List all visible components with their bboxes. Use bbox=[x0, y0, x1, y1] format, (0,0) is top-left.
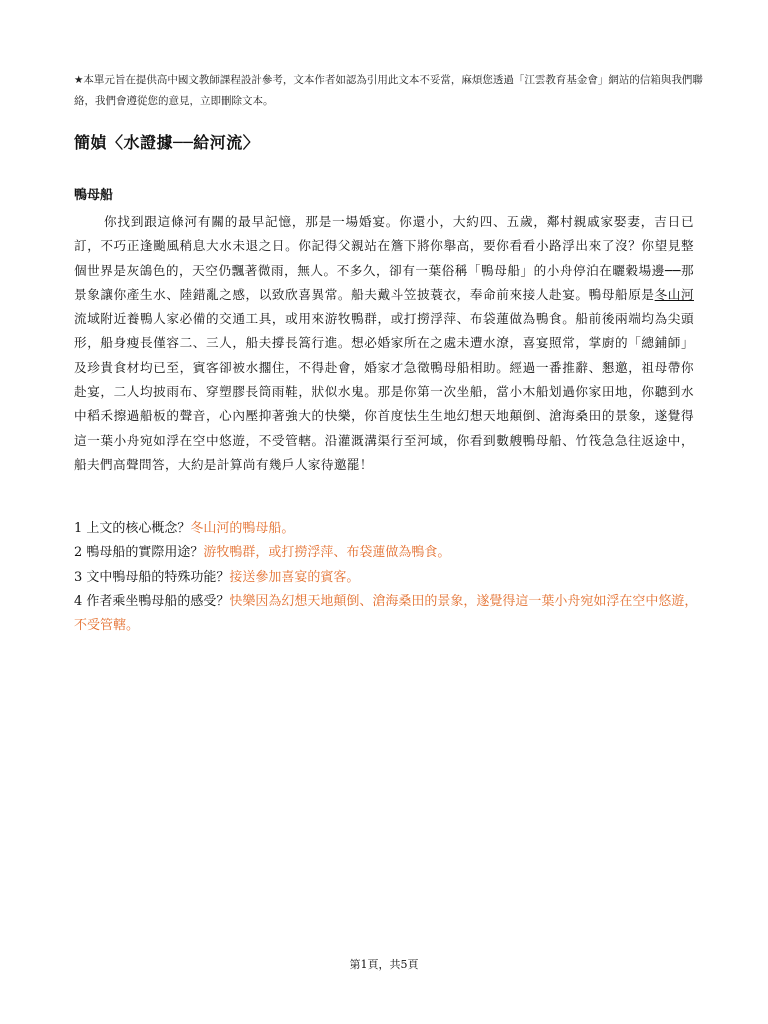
qa-item-1 bbox=[74, 517, 706, 541]
passage-text-part1: 你找到跟這條河有關的最早記憶，那是一場婚宴。你還小，大約四、五歲，鄰村親戚家娶妻，吉日已訂，不巧正逢颱風稍息大水未退之日。你記得父親站在簷下將你舉高，要你看看小路浮出來了沒？你望見整個世界是灰鴿色的，天空仍飄著微雨，無人。不多久，卻有一葉俗稱「鴨母船」的小舟停泊在曬穀場邊──那景象讓你產生水、陸錯亂之感，以致欣喜異常。船夫戴斗笠披蓑衣，奉命前來接人赴宴。鴨母船原是 bbox=[74, 214, 694, 302]
page-number-footer: 第1頁，共5頁 bbox=[349, 958, 419, 971]
question-text: 1 上文的核心概念？ bbox=[74, 521, 191, 536]
qa-item-3 bbox=[74, 566, 706, 590]
qa-item-4 bbox=[74, 590, 706, 639]
question-text: 2 鴨母船的實際用途？ bbox=[74, 545, 204, 561]
passage-underlined-term: 冬山河 bbox=[654, 286, 694, 302]
answer-text: 快樂因為幻想天地顛倒、滄海桑田的景象，遂覺得這一葉小舟宛如浮在空中悠遊，不受管轄。 bbox=[74, 593, 698, 634]
page-title: 簡媜〈水證據──給河流〉 bbox=[74, 133, 260, 152]
passage-text-part2: 流域附近養鴨人家必備的交通工具，或用來游牧鴨群，或打撈浮萍、布袋蓮做為鴨食。船前後兩端均為尖頭形，船身瘦長僅容二、三人，船夫撐長篙行進。想必婚家所在之處未遭水潦，喜宴照常，掌廚的「總鋪師」及珍貴食材均已至，賓客卻被水擱住，不得赴會，婚家才急徵鴨母船相助。經過一番推辭、懇邀，祖母帶你赴宴，二人均披雨布、穿塑膠長筒雨鞋，狀似水鬼。那是你第一次坐船，當小木船划過你家田地，你聽到水中稻禾擦過船板的聲音，心內壓抑著強大的快樂，你首度怯生生地幻想天地顛倒、滄海桑田的景象，遂覺得這一葉小舟宛如浮在空中悠遊，不受管轄。沿灌溉溝渠行至河域，你看到數艘鴨母船、竹筏急急往返途中，船夫們高聲問答，大約是計算尚有幾戶人家待邀罷！ bbox=[74, 311, 694, 472]
answer-text: 冬山河的鴨母船。 bbox=[190, 521, 295, 536]
question-answer-list bbox=[74, 517, 706, 638]
qa-item-2 bbox=[74, 541, 706, 565]
question-text: 4 作者乘坐鴨母船的感受？ bbox=[74, 593, 230, 609]
answer-text: 游牧鴨群，或打撈浮萍、布袋蓮做為鴨食。 bbox=[203, 545, 451, 561]
answer-text: 接送參加喜宴的賓客。 bbox=[229, 569, 360, 585]
passage-paragraph bbox=[74, 210, 694, 477]
section-heading: 鴨母船 bbox=[74, 188, 114, 203]
copyright-notice: ★本單元旨在提供高中國文教師課程設計參考，文本作者如認為引用此文本不妥當，麻煩您透過「江雲教育基金會」網站的信箱與我們聯絡，我們會遵從您的意見，立即刪除文本。 bbox=[74, 74, 703, 107]
question-text: 3 文中鴨母船的特殊功能？ bbox=[74, 569, 230, 585]
